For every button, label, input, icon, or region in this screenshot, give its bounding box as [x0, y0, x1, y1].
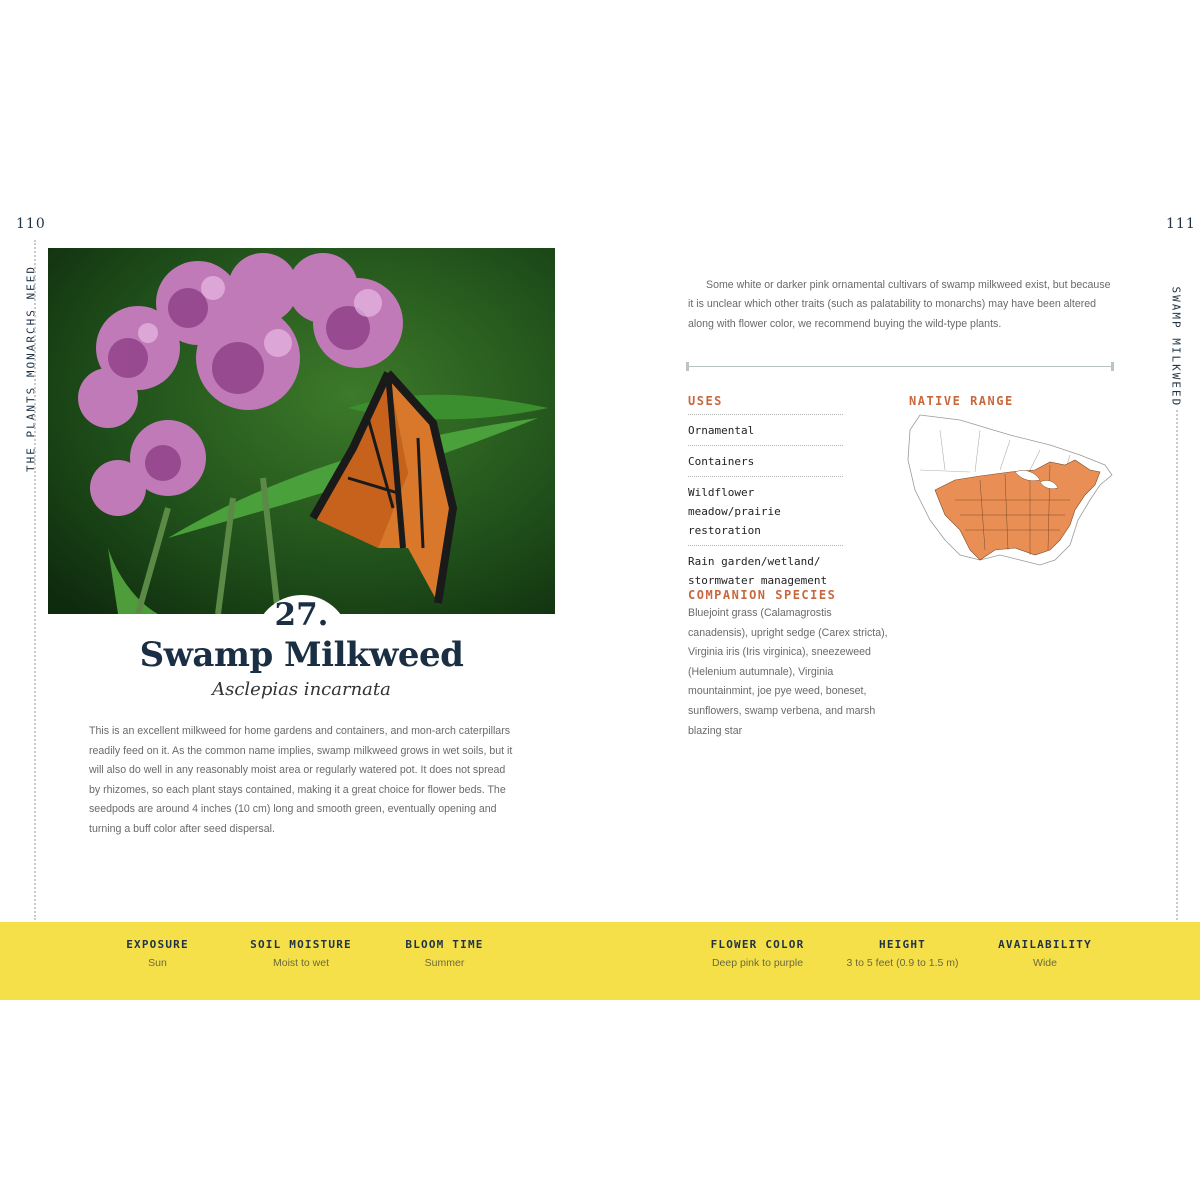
stat-value: Moist to wet: [272, 957, 330, 969]
section-divider: [688, 366, 1113, 367]
title-block: [48, 595, 555, 700]
right-page-number: 111: [1166, 216, 1196, 232]
left-page-number: 110: [16, 216, 46, 232]
entry-number: 27.: [274, 597, 329, 633]
list-item: Containers: [688, 445, 843, 476]
uses-list: [688, 414, 843, 595]
stat-value: Deep pink to purple: [711, 957, 804, 969]
native-range-heading: NATIVE RANGE: [909, 394, 1014, 408]
flower-butterfly-photo-icon: [48, 248, 555, 614]
intro-text: Some white or darker pink ornamental cultivars of swamp milkweed exist, but because it is unclear which other traits (such as palatability to monarchs) may have been altered along with flower color, we recommend buying the wild-type plants.: [688, 279, 1111, 330]
list-item: Wildflower meadow/prairie restoration: [688, 476, 843, 545]
list-item: Rain garden/wetland/ stormwater management: [688, 545, 843, 595]
stat-exposure: [110, 938, 205, 969]
stat-availability: [995, 938, 1095, 969]
right-dotted-rule: [1176, 410, 1178, 920]
uses-heading: USES: [688, 394, 723, 408]
stat-label: BLOOM TIME: [405, 938, 484, 951]
description-text: This is an excellent milkweed for home gardens and containers, and mon-arch caterpillars readily feed on it. As the common name implies, swamp milkweed grows in wet soils, but it will also do well in any reasonably moist area or regularly watered pot. It does not spread by rhizomes, so each plant stays contained, making it a great choice for flower beds. The seedpods are around 4 inches (10 cm) long and smooth green, eventually opening and turning a buff color after seed dispersal.: [89, 725, 513, 835]
divider-cap-left: [686, 362, 689, 371]
stat-height: [830, 938, 975, 969]
stat-label: AVAILABILITY: [998, 938, 1092, 951]
plant-photo: [48, 248, 555, 614]
stat-label: SOIL MOISTURE: [250, 938, 352, 951]
stat-label: HEIGHT: [879, 938, 926, 951]
stat-label: FLOWER COLOR: [710, 938, 805, 951]
divider-cap-right: [1111, 362, 1114, 371]
page-title: Swamp Milkweed: [139, 635, 464, 675]
right-running-head: SWAMP MILKWEED: [1169, 286, 1183, 408]
stat-value: Summer: [424, 957, 465, 969]
left-running-head: THE PLANTS MONARCHS NEED: [24, 265, 38, 472]
stat-flower-color: [695, 938, 820, 969]
stat-label: EXPOSURE: [126, 938, 189, 951]
stat-value: Sun: [148, 957, 167, 969]
companion-heading: COMPANION SPECIES: [688, 588, 837, 602]
list-item: Ornamental: [688, 414, 843, 445]
stat-bloom-time: [392, 938, 497, 969]
left-dotted-rule: [34, 240, 36, 920]
scientific-name: Asclepias incarnata: [212, 679, 391, 700]
native-range-map: [900, 410, 1120, 580]
stat-value: Wide: [1033, 957, 1057, 969]
companion-text: Bluejoint grass (Calamagrostis canadensis), upright sedge (Carex stricta), Virginia iris (Iris virginica), sneezeweed (Helenium autumnale), Virginia mountainmint, joe pye weed, boneset, sunflowers, swamp verbena, and marsh blazing star: [688, 607, 888, 737]
stat-value: 3 to 5 feet (0.9 to 1.5 m): [846, 957, 959, 969]
stat-soil-moisture: [240, 938, 362, 969]
north-america-range-map-icon: [900, 410, 1120, 580]
